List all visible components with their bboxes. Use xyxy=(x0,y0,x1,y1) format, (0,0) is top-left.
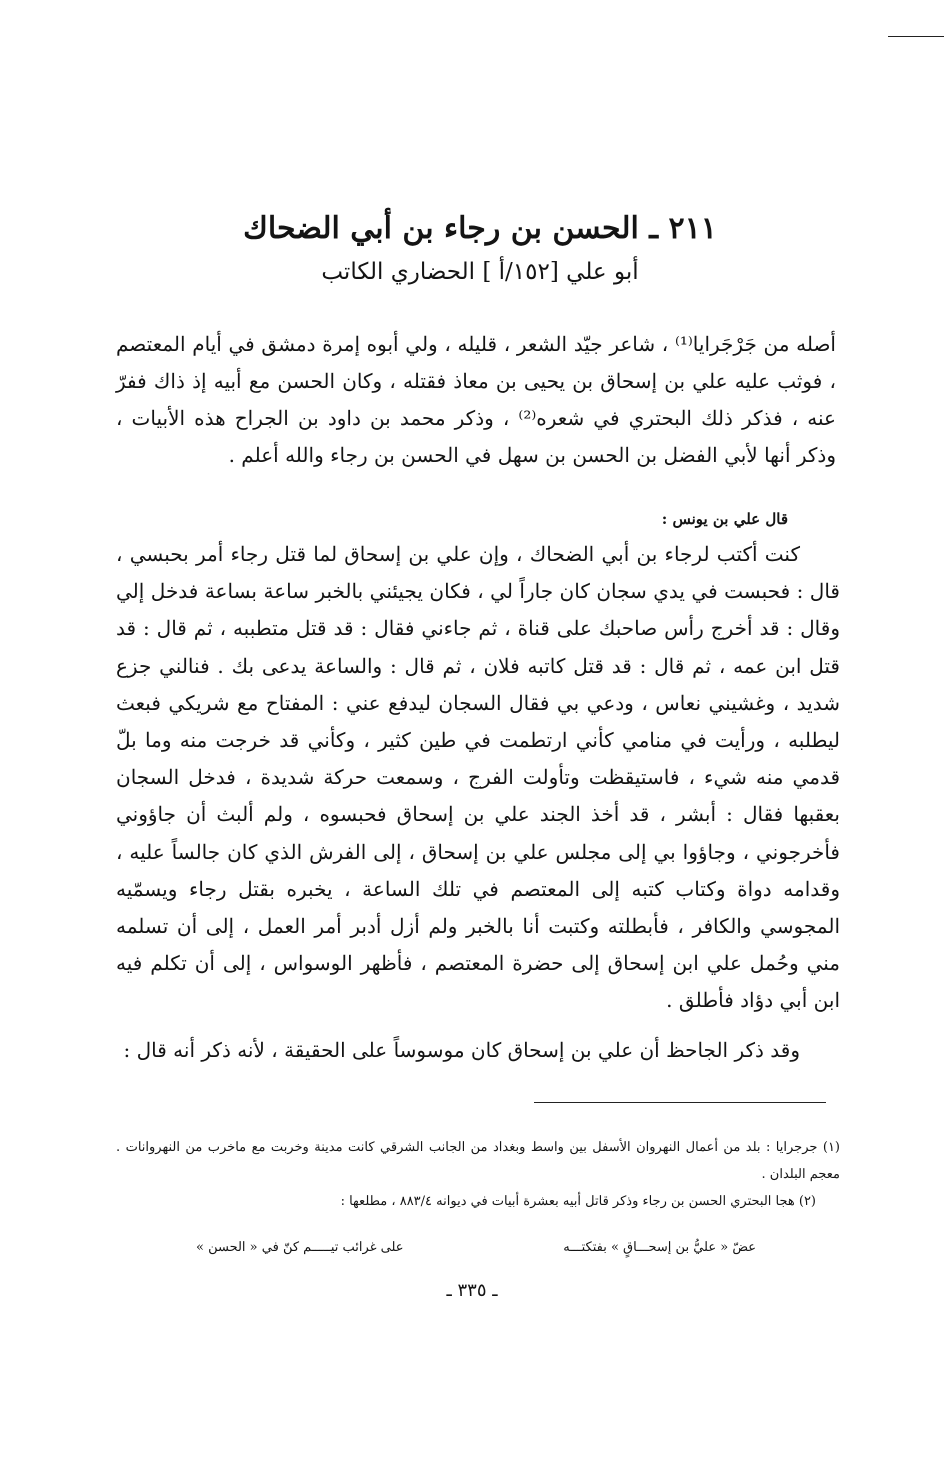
page-number: ـ ٣٣٥ ـ xyxy=(446,1280,498,1301)
entry-subtitle: أبو علي [١٥٢/أ ] الحضاري الكاتب xyxy=(321,259,639,285)
footnotes xyxy=(116,1134,840,1215)
intro-paragraph xyxy=(116,326,836,474)
footnote-divider xyxy=(534,1102,826,1103)
intro-text: أصله من جَرْجَرايا⁽¹⁾ ، شاعر جيّد الشعر ، قليله ، ولي أبوه إمرة دمشق في أيام المعتصم ، فوثب عليه علي بن إسحاق بن يحيى بن معاذ فقتله ، وكان الحسن مع أبيه إذ ذاك ففرّ عنه ، فذكر ذلك البحتري في شعره⁽²⁾ ، وذكر محمد بن داود بن الجراح هذه الأبيات ، وذكر أنها لأبي الفضل بن الحسن بن سهل في الحسن بن رجاء والله أعلم . xyxy=(116,332,836,467)
verse-first-hemistich: عضّ « عليُّ بن إسحـــاقٍ » بفتكتـــه xyxy=(563,1240,756,1255)
narration-paragraph-2: وقد ذكر الجاحظ أن علي بن إسحاق كان موسوساً على الحقيقة ، لأنه ذكر أنه قال : xyxy=(123,1037,800,1062)
narration-body xyxy=(116,536,840,1069)
footnote-1: (١) جرجرايا : بلد من أعمال النهروان الأسفل بين واسط وبغداد من الجانب الشرقي كانت مدينة وخربت مع ماخرب من النهروانات . معجم البلدان . xyxy=(116,1140,840,1182)
verse-second-hemistich: على غرائب تيـــــم كنّ في « الحسن » xyxy=(196,1240,404,1255)
narration-label: قال علي بن يونس : xyxy=(661,510,788,528)
entry-title: ٢١١ ـ الحسن بن رجاء بن أبي الضحاك xyxy=(243,211,717,246)
narration-paragraph-1: كنت أكتب لرجاء بن أبي الضحاك ، وإن علي بن إسحاق لما قتل رجاء أمر بحبسي ، قال : فحبست في يدي سجان كان جاراً لي ، فكان يجيئني بالخبر ساعة بساعة فدخل إلي وقال : قد أخرج رأس صاحبك على قناة ، ثم جاءني فقال : قد قتل متطببه ، ثم قال : قد قتل ابن عمه ، ثم قال : قد قتل كاتبه فلان ، ثم قال : والساعة يدعى بك . فنالني جزع شديد ، وغشيني نعاس ، ودعي بي فقال السجان ليدفع عني : المفتاح مع شريكي فبعث ليطلبه ، ورأيت في منامي كأني ارتطمت في طين كثير ، وكأني قد خرجت منه وما بلّ قدمي منه شيء ، فاستيقظت وتأولت الفرج ، وسمعت حركة شديدة ، فدخل السجان بعقبها فقال : أبشر ، قد أخذ الجند علي بن إسحاق فحبسوه ، ولم ألبث أن جاؤوني فأخرجوني ، وجاؤوا بي إلى مجلس علي بن إسحاق ، إلى الفرش الذي كان جالساً عليه ، وقدامه دواة وكتاب كتبه إلى المعتصم في تلك الساعة ، يخبره بقتل رجاء ويسمّيه المجوسي والكافر ، فأبطلته وكتبت أنا بالخبر ولم أزل أدبر أمر العمل ، إلى أن تسلمه مني وحُمل علي ابن إسحاق إلى حضرة المعتصم ، فأظهر الوسواس ، إلى أن تكلم فيه ابن أبي دؤاد فأطلق . xyxy=(116,542,840,1013)
footnote-2: (٢) هجا البحتري الحسن بن رجاء وذكر قاتل أبيه بعشرة أبيات في ديوانه ٨٨٣/٤ ، مطلعها : xyxy=(340,1194,816,1209)
footnote-verse xyxy=(196,1236,756,1260)
